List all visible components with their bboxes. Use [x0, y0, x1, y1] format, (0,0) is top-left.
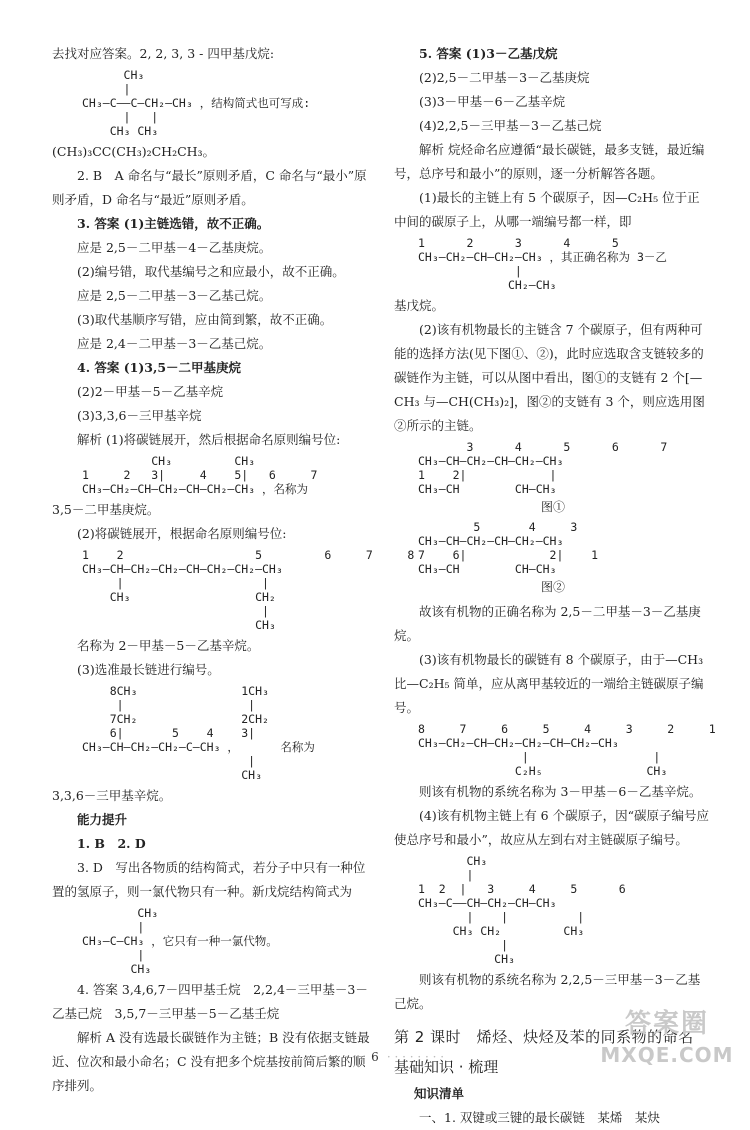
- answer-heading: 5. 答案 (1)3－乙基戊烷: [419, 46, 558, 61]
- text-line: (2)编号错，取代基编号之和应最小，故不正确。: [77, 264, 345, 279]
- structural-formula: CH₃ CH₃ 1 2 3| 4 5| 6 7 CH₃—CH₂—CH—CH₂—CH—CH₂—CH₃ ，名称为: [82, 454, 318, 496]
- answer-paragraph: 4. 答案 3,4,6,7－四甲基壬烷 2,2,4－三甲基－3－乙基己烷 3,5,7－三甲基－5－乙基壬烷: [52, 982, 368, 1021]
- text-line: (2)该有机物最长的主链含 7 个碳原子，但有两种可能的选择方法(见下图①、②)，此时应选取含支链较多的碳链作为主链，可以从图中看出，图①的支链有 2 个[—CH₃ 与—CH(CH₃)₂]，图②的支链有 3 个，则应选用图②所示的主链。: [394, 322, 705, 433]
- figure-caption: 图②: [540, 580, 565, 594]
- text-line: 去找对应答案。2, 2, 3, 3 - 四甲基戊烷:: [52, 46, 275, 61]
- text-line: 名称为 2－甲基－5－乙基辛烷。: [77, 638, 260, 653]
- structural-formula: 8CH₃ 1CH₃ | | 7CH₂ 2CH₂ 6| 5 4 3| CH₃—CH—CH₂—CH₂—C—CH₃ ， 名称为 | CH₃: [82, 684, 315, 782]
- text-line: 一、1. 双键或三键的最长碳链 某烯 某炔: [419, 1110, 660, 1125]
- text-line: 应是 2,5－二甲基－3－乙基己烷。: [77, 288, 272, 303]
- analysis-paragraph: 解析 A 没有选最长碳链作为主链；B 没有依据支链最近、位次和最小命名；C 没有把多个烷基按前简后繁的顺序排列。: [52, 1030, 370, 1093]
- text-line: (2)2,5－二甲基－3－乙基庚烷: [419, 70, 590, 85]
- text-line: 基戊烷。: [394, 298, 445, 313]
- text-line: (2)2－甲基－5－乙基辛烷: [77, 384, 224, 399]
- right-column: [394, 42, 716, 1130]
- section-title: 基础知识 · 梳理: [394, 1058, 499, 1076]
- watermark-logo: [592, 1006, 742, 1076]
- left-column: [52, 42, 415, 1098]
- text-line: (3)选准最长链进行编号。: [77, 662, 220, 677]
- page-number: · · · 6 · · ·: [0, 1050, 750, 1064]
- watermark-text: 答案圈: [624, 1009, 709, 1039]
- answer-paragraph: 3. D 写出各物质的结构简式，若分子中只有一种位置的氢原子，则一氯代物只有一种。新戊烷结构简式为: [52, 860, 366, 899]
- text-line: (4)2,2,5－三甲基－3－乙基己烷: [419, 118, 602, 133]
- analysis-paragraph: 解析 (1)将碳链展开，然后根据命名原则编号位:: [77, 432, 341, 447]
- structural-formula: 1 2 5 6 7 8 CH₃—CH—CH₂—CH₂—CH—CH₂—CH₂—CH₃ | | CH₃ CH₂ | CH₃: [82, 548, 415, 632]
- text-line: 应是 2,5－二甲基－4－乙基庚烷。: [77, 240, 272, 255]
- analysis-paragraph: 解析 烷烃命名应遵循“最长碳链，最多支链，最近编号，总序号和最小”的原则，逐一分析解答各题。: [394, 142, 705, 181]
- subsection-title: 知识清单: [414, 1086, 465, 1101]
- answer-heading: 4. 答案 (1)3,5－二甲基庚烷: [77, 360, 242, 375]
- text-line: 应是 2,4－二甲基－3－乙基己烷。: [77, 336, 272, 351]
- text-line: 则该有机物的系统名称为 2,2,5－三甲基－3－乙基己烷。: [394, 972, 701, 1011]
- structural-formula: 3 4 5 6 7 CH₃—CH—CH₂—CH—CH₂—CH₃ 1 2| | CH₃—CH CH—CH₃: [418, 440, 668, 496]
- section-heading: 能力提升: [77, 812, 128, 827]
- text-line: 则该有机物的系统名称为 3－甲基－6－乙基辛烷。: [419, 784, 702, 799]
- structural-formula: 1 2 3 4 5 CH₃—CH₂—CH—CH₂—CH₃ ，其正确名称为 3－乙 | CH₂—CH₃: [418, 236, 667, 292]
- structural-formula: CH₃ | 1 2 | 3 4 5 6 CH₃—C——CH—CH₂—CH—CH₃ | | | CH₃ CH₂ CH₃ | CH₃: [418, 854, 626, 966]
- figure-caption: 图①: [540, 500, 565, 514]
- structural-formula: 5 4 3 CH₃—CH—CH₂—CH—CH₂—CH₃ 7 6| 2| 1 CH₃—CH CH—CH₃: [418, 520, 599, 576]
- structural-formula: CH₃ | CH₃—C—CH₃ ，它只有一种一氯代物。 | CH₃: [82, 906, 278, 976]
- text-line: (3)3－甲基－6－乙基辛烷: [419, 94, 566, 109]
- answer-heading: 1. B 2. D: [77, 836, 146, 851]
- text-line: (3)3,3,6－三甲基辛烷: [77, 408, 202, 423]
- answer-paragraph: 2. B A 命名与“最长”原则矛盾，C 命名与“最小”原则矛盾，D 命名与“最近”原则矛盾。: [52, 168, 367, 207]
- text-line: 故该有机物的正确名称为 2,5－二甲基－3－乙基庚烷。: [394, 604, 701, 643]
- lesson-title: 第 2 课时 烯烃、炔烃及苯的同系物的命名: [394, 1028, 694, 1046]
- structural-formula: 8 7 6 5 4 3 2 1 CH₃—CH₂—CH—CH₂—CH₂—CH—CH₂—CH₃ | | C₂H₅ CH₃: [418, 722, 716, 778]
- text-line: (4)该有机物主链上有 6 个碳原子，因“碳原子编号应使总序号和最小”，故应从左到右对主链碳原子编号。: [394, 808, 709, 847]
- text-line: (CH₃)₃CC(CH₃)₂CH₂CH₃。: [52, 144, 216, 159]
- text-line: (3)取代基顺序写错，应由简到繁，故不正确。: [77, 312, 333, 327]
- answer-heading: 3. 答案 (1)主链选错，故不正确。: [77, 216, 270, 231]
- watermark-url: MXQE.COM: [600, 1043, 734, 1067]
- text-line: (3)该有机物最长的碳链有 8 个碳原子，由于—CH₃ 比—C₂H₅ 简单，应从离甲基较近的一端给主链碳原子编号。: [394, 652, 704, 715]
- structural-formula: CH₃ | CH₃—C——C—CH₂—CH₃ ，结构简式也可写成: | | CH₃ CH₃: [82, 68, 311, 138]
- text-line: 3,3,6－三甲基辛烷。: [52, 788, 172, 803]
- text-line: (2)将碳链展开，根据命名原则编号位:: [77, 526, 287, 541]
- text-line: (1)最长的主链上有 5 个碳原子，因—C₂H₅ 位于正中间的碳原子上，从哪一端编号都一样，即: [394, 190, 700, 229]
- text-line: 3,5－二甲基庚烷。: [52, 502, 160, 517]
